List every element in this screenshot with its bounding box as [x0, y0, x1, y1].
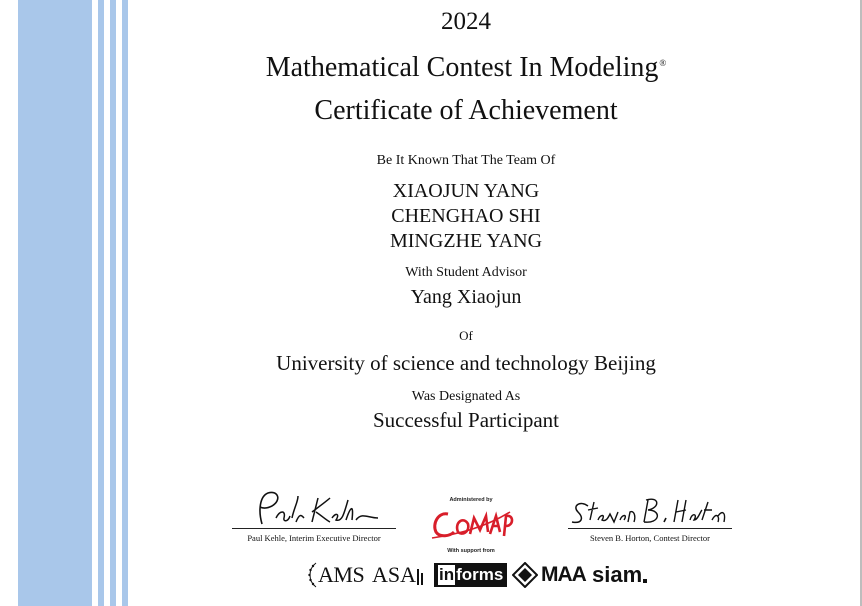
maa-emblem-icon	[512, 562, 538, 588]
advisor-label: With Student Advisor	[405, 265, 527, 280]
signature-line	[232, 528, 396, 529]
siam-logo	[592, 560, 647, 590]
informs-rest-text: forms	[456, 565, 504, 584]
siam-text: siam	[592, 562, 643, 587]
informs-in-text: in	[439, 565, 455, 584]
comap-block	[428, 497, 514, 554]
university-name: University of science and technology Beijing	[276, 351, 656, 375]
signature-left-block	[232, 488, 396, 543]
ams-text: AMS	[318, 562, 365, 587]
team-member: MINGZHE YANG	[389, 230, 543, 252]
award-title: Successful Participant	[372, 408, 560, 432]
team-member: CHENGHAO SHI	[391, 205, 541, 227]
comap-logo	[428, 504, 514, 542]
contest-title-text: Mathematical Contest In Modeling	[265, 52, 659, 83]
advisor-name: Yang Xiaojun	[410, 286, 522, 308]
team-member: XIAOJUN YANG	[392, 180, 540, 202]
contest-year: 2024	[441, 8, 491, 35]
support-label: With support from	[447, 548, 495, 554]
certificate-subtitle: Certificate of Achievement	[314, 95, 618, 126]
signature-kehle	[232, 488, 396, 528]
asa-logo	[372, 560, 426, 590]
informs-logo	[434, 563, 507, 587]
signature-horton	[568, 492, 732, 528]
designated-label: Was Designated As	[411, 389, 521, 404]
signature-left-caption: Paul Kehle, Interim Executive Director	[247, 533, 381, 543]
ams-laurel-icon	[306, 561, 318, 589]
sponsor-logos	[306, 560, 666, 590]
signature-right-caption: Steven B. Horton, Contest Director	[590, 533, 710, 543]
asa-bars-icon	[416, 563, 426, 587]
maa-text: MAA	[541, 563, 586, 586]
ams-logo	[306, 560, 364, 590]
administered-by-label: Administered by	[449, 497, 493, 503]
signature-line	[568, 528, 732, 529]
signature-right-block	[568, 492, 732, 543]
registered-mark: ®	[659, 58, 667, 68]
team-members	[0, 179, 862, 254]
asa-text: ASA	[372, 562, 417, 587]
maa-logo	[512, 560, 586, 590]
of-label: Of	[459, 328, 473, 343]
known-label: Be It Known That The Team Of	[376, 153, 556, 168]
siam-dot-icon	[643, 579, 647, 583]
contest-title	[0, 52, 862, 84]
